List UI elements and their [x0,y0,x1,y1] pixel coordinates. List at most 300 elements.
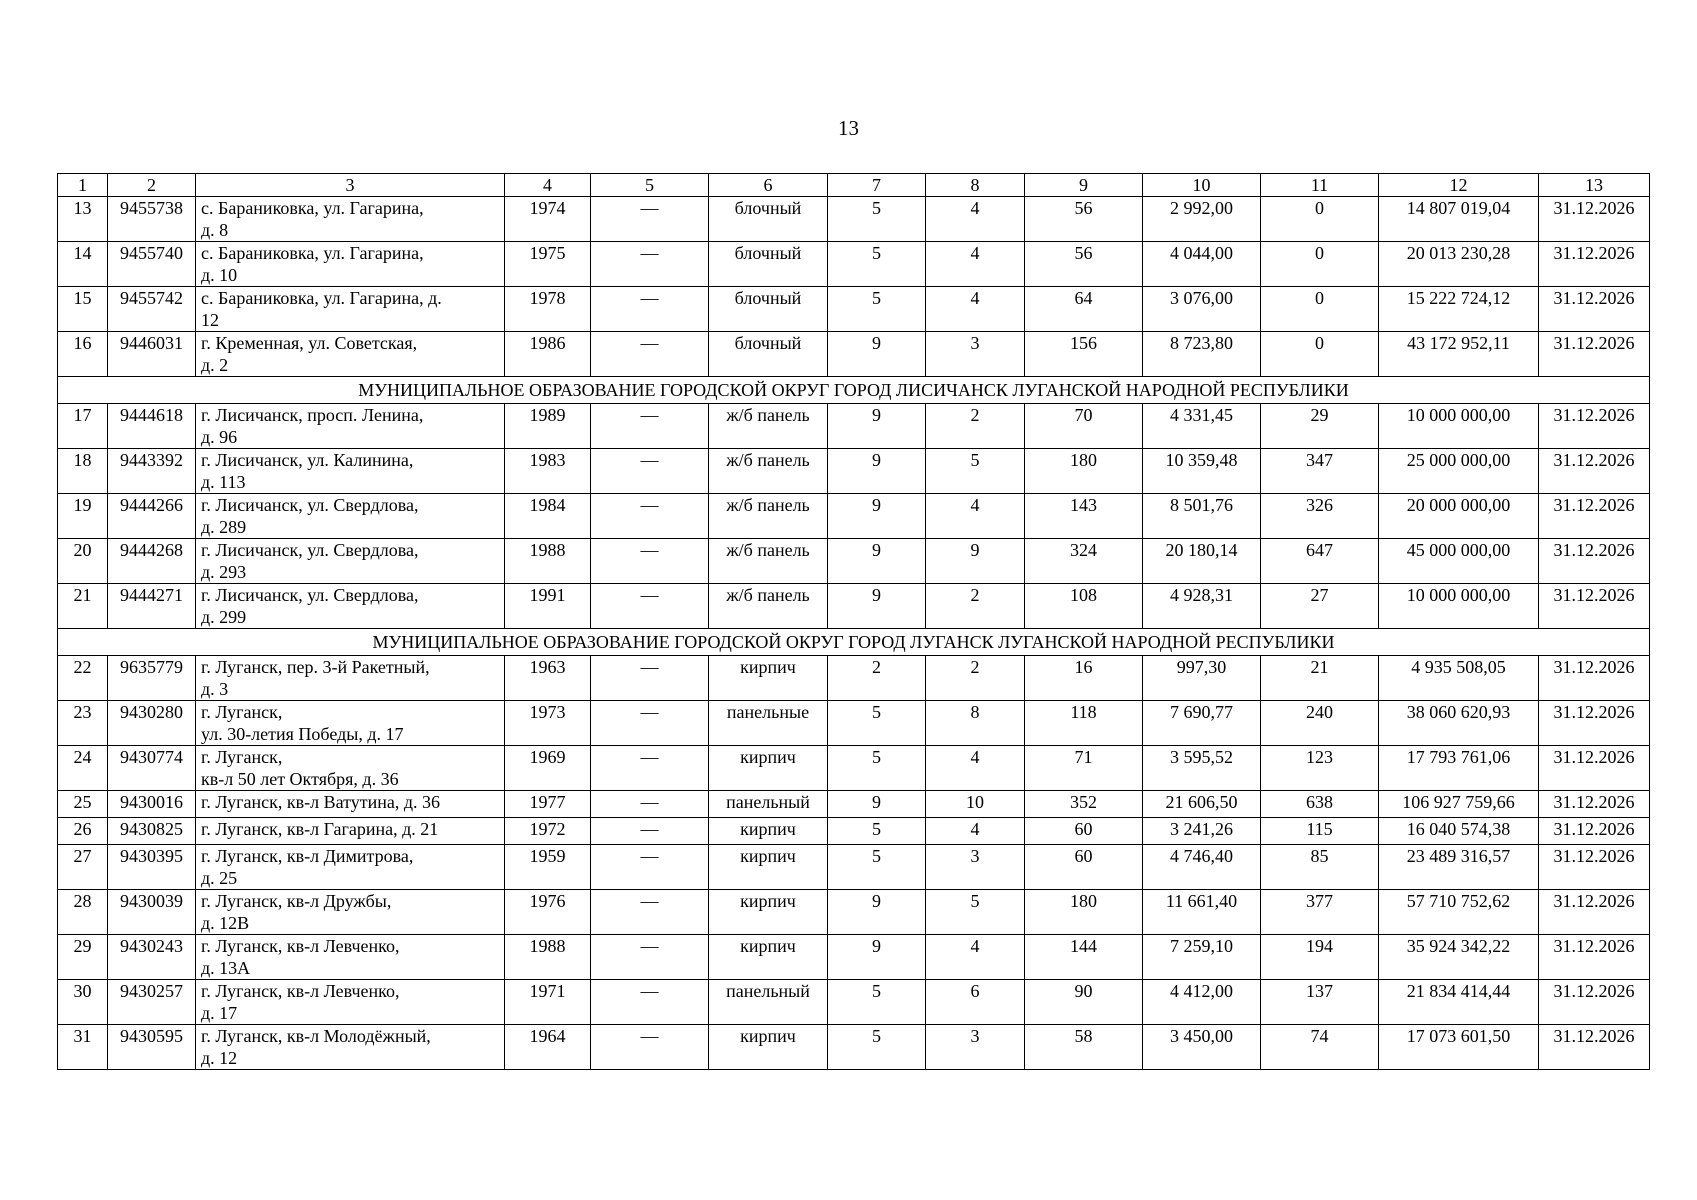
section-title: МУНИЦИПАЛЬНОЕ ОБРАЗОВАНИЕ ГОРОДСКОЙ ОКРУГ ГОРОД ЛУГАНСК ЛУГАНСКОЙ НАРОДНОЙ РЕСПУБЛИКИ [58,629,1650,656]
address-line-1: г. Луганск, пер. 3-й Ракетный, [201,657,430,677]
apartments-cell: 180 [1025,890,1143,935]
cost-cell: 15 222 724,12 [1379,287,1539,332]
area-cell: 3 076,00 [1143,287,1261,332]
table-row [58,935,1650,980]
year-cell: 1969 [505,746,591,791]
residents-cell: 137 [1261,980,1379,1025]
cost-cell: 17 073 601,50 [1379,1025,1539,1070]
material-cell: кирпич [709,1025,828,1070]
column5-cell: — [591,287,709,332]
cost-cell: 35 924 342,22 [1379,935,1539,980]
residents-cell: 27 [1261,584,1379,629]
column5-cell: — [591,980,709,1025]
address-line-1: г. Лисичанск, ул. Свердлова, [201,540,419,560]
area-cell: 4 331,45 [1143,404,1261,449]
material-cell: блочный [709,287,828,332]
address-line-1: г. Луганск, кв-л Молодёжный, [201,1026,431,1046]
column-header: 3 [196,174,505,197]
residents-cell: 647 [1261,539,1379,584]
entrances-cell: 6 [926,980,1025,1025]
material-cell: ж/б панель [709,494,828,539]
object-id-cell: 9430039 [108,890,196,935]
row-number-cell: 17 [58,404,108,449]
apartments-cell: 324 [1025,539,1143,584]
apartments-cell: 70 [1025,404,1143,449]
entrances-cell: 10 [926,791,1025,818]
address-line-2: д. 2 [201,355,229,375]
material-cell: блочный [709,197,828,242]
table-row [58,287,1650,332]
column-header: 6 [709,174,828,197]
object-id-cell: 9430825 [108,818,196,845]
floors-cell: 9 [828,332,926,377]
address-line-1: г. Луганск, кв-л Левченко, [201,936,400,956]
row-number-cell: 23 [58,701,108,746]
address-line-2: кв-л 50 лет Октября, д. 36 [201,769,399,789]
deadline-cell: 31.12.2026 [1539,791,1650,818]
column-header: 5 [591,174,709,197]
apartments-cell: 56 [1025,242,1143,287]
year-cell: 1984 [505,494,591,539]
column5-cell: — [591,746,709,791]
section-header-row [58,629,1650,656]
object-id-cell: 9430243 [108,935,196,980]
entrances-cell: 3 [926,1025,1025,1070]
column5-cell: — [591,791,709,818]
object-id-cell: 9430257 [108,980,196,1025]
apartments-cell: 90 [1025,980,1143,1025]
column5-cell: — [591,845,709,890]
year-cell: 1959 [505,845,591,890]
apartments-cell: 56 [1025,197,1143,242]
object-id-cell: 9444266 [108,494,196,539]
entrances-cell: 4 [926,494,1025,539]
table-row [58,539,1650,584]
address-cell [196,449,505,494]
address-cell [196,890,505,935]
year-cell: 1977 [505,791,591,818]
row-number-cell: 31 [58,1025,108,1070]
deadline-cell: 31.12.2026 [1539,746,1650,791]
area-cell: 3 450,00 [1143,1025,1261,1070]
area-cell: 3 595,52 [1143,746,1261,791]
floors-cell: 9 [828,791,926,818]
housing-register-table [57,173,1650,1070]
address-line-1: г. Луганск, [201,702,283,722]
residents-cell: 29 [1261,404,1379,449]
row-number-cell: 24 [58,746,108,791]
year-cell: 1974 [505,197,591,242]
entrances-cell: 4 [926,818,1025,845]
apartments-cell: 144 [1025,935,1143,980]
object-id-cell: 9444268 [108,539,196,584]
column5-cell: — [591,197,709,242]
floors-cell: 9 [828,539,926,584]
deadline-cell: 31.12.2026 [1539,818,1650,845]
floors-cell: 5 [828,1025,926,1070]
apartments-cell: 60 [1025,818,1143,845]
area-cell: 4 746,40 [1143,845,1261,890]
entrances-cell: 4 [926,197,1025,242]
address-line-1: г. Лисичанск, просп. Ленина, [201,405,424,425]
residents-cell: 0 [1261,332,1379,377]
row-number-cell: 26 [58,818,108,845]
year-cell: 1976 [505,890,591,935]
column-header: 4 [505,174,591,197]
table-row [58,818,1650,845]
material-cell: кирпич [709,818,828,845]
table-row [58,845,1650,890]
residents-cell: 74 [1261,1025,1379,1070]
material-cell: ж/б панель [709,404,828,449]
table-row [58,980,1650,1025]
residents-cell: 0 [1261,197,1379,242]
entrances-cell: 5 [926,449,1025,494]
apartments-cell: 143 [1025,494,1143,539]
column-header: 12 [1379,174,1539,197]
address-cell [196,332,505,377]
area-cell: 4 044,00 [1143,242,1261,287]
object-id-cell: 9430774 [108,746,196,791]
entrances-cell: 2 [926,404,1025,449]
material-cell: панельный [709,791,828,818]
object-id-cell: 9444618 [108,404,196,449]
column5-cell: — [591,890,709,935]
object-id-cell: 9455740 [108,242,196,287]
column5-cell: — [591,656,709,701]
apartments-cell: 108 [1025,584,1143,629]
object-id-cell: 9455742 [108,287,196,332]
table-row [58,584,1650,629]
material-cell: кирпич [709,746,828,791]
address-cell [196,935,505,980]
apartments-cell: 64 [1025,287,1143,332]
object-id-cell: 9430280 [108,701,196,746]
table-row [58,791,1650,818]
area-cell: 4 928,31 [1143,584,1261,629]
year-cell: 1975 [505,242,591,287]
table-row [58,1025,1650,1070]
table-row [58,332,1650,377]
address-cell [196,494,505,539]
area-cell: 8 723,80 [1143,332,1261,377]
object-id-cell: 9430595 [108,1025,196,1070]
page-number: 13 [838,116,859,140]
column-header: 1 [58,174,108,197]
floors-cell: 9 [828,890,926,935]
material-cell: ж/б панель [709,539,828,584]
column-header: 13 [1539,174,1650,197]
deadline-cell: 31.12.2026 [1539,539,1650,584]
residents-cell: 21 [1261,656,1379,701]
address-line-2: д. 289 [201,517,247,537]
deadline-cell: 31.12.2026 [1539,332,1650,377]
address-line-2: д. 299 [201,607,247,627]
column5-cell: — [591,539,709,584]
cost-cell: 25 000 000,00 [1379,449,1539,494]
address-cell [196,845,505,890]
cost-cell: 38 060 620,93 [1379,701,1539,746]
row-number-cell: 18 [58,449,108,494]
entrances-cell: 4 [926,287,1025,332]
cost-cell: 45 000 000,00 [1379,539,1539,584]
residents-cell: 115 [1261,818,1379,845]
row-number-cell: 21 [58,584,108,629]
floors-cell: 9 [828,935,926,980]
area-cell: 7 690,77 [1143,701,1261,746]
address-cell [196,242,505,287]
address-line-1: г. Лисичанск, ул. Свердлова, [201,585,419,605]
address-cell [196,539,505,584]
row-number-cell: 15 [58,287,108,332]
year-cell: 1978 [505,287,591,332]
deadline-cell: 31.12.2026 [1539,197,1650,242]
object-id-cell: 9446031 [108,332,196,377]
address-cell [196,1025,505,1070]
residents-cell: 85 [1261,845,1379,890]
section-header-row [58,377,1650,404]
cost-cell: 10 000 000,00 [1379,584,1539,629]
apartments-cell: 118 [1025,701,1143,746]
address-line-2: ул. 30-летия Победы, д. 17 [201,724,404,744]
deadline-cell: 31.12.2026 [1539,890,1650,935]
address-line-2: д. 3 [201,679,229,699]
object-id-cell: 9635779 [108,656,196,701]
address-line-2: д. 113 [201,472,246,492]
floors-cell: 5 [828,287,926,332]
column-header: 10 [1143,174,1261,197]
column5-cell: — [591,332,709,377]
column5-cell: — [591,242,709,287]
material-cell: панельный [709,980,828,1025]
column5-cell: — [591,935,709,980]
column5-cell: — [591,404,709,449]
cost-cell: 106 927 759,66 [1379,791,1539,818]
area-cell: 10 359,48 [1143,449,1261,494]
material-cell: ж/б панель [709,449,828,494]
deadline-cell: 31.12.2026 [1539,701,1650,746]
entrances-cell: 4 [926,242,1025,287]
material-cell: блочный [709,242,828,287]
column5-cell: — [591,818,709,845]
table-row [58,449,1650,494]
entrances-cell: 2 [926,656,1025,701]
floors-cell: 5 [828,242,926,287]
address-line-2: д. 25 [201,868,238,888]
material-cell: кирпич [709,890,828,935]
deadline-cell: 31.12.2026 [1539,935,1650,980]
entrances-cell: 4 [926,935,1025,980]
address-cell [196,701,505,746]
address-line-2: д. 96 [201,427,238,447]
cost-cell: 10 000 000,00 [1379,404,1539,449]
material-cell: кирпич [709,845,828,890]
deadline-cell: 31.12.2026 [1539,656,1650,701]
cost-cell: 57 710 752,62 [1379,890,1539,935]
column5-cell: — [591,1025,709,1070]
column-header: 11 [1261,174,1379,197]
table-row [58,701,1650,746]
object-id-cell: 9455738 [108,197,196,242]
column-header: 2 [108,174,196,197]
area-cell: 11 661,40 [1143,890,1261,935]
year-cell: 1988 [505,539,591,584]
address-line-1: г. Лисичанск, ул. Свердлова, [201,495,419,515]
object-id-cell: 9430016 [108,791,196,818]
section-title: МУНИЦИПАЛЬНОЕ ОБРАЗОВАНИЕ ГОРОДСКОЙ ОКРУГ ГОРОД ЛИСИЧАНСК ЛУГАНСКОЙ НАРОДНОЙ РЕСПУБЛИКИ [58,377,1650,404]
entrances-cell: 8 [926,701,1025,746]
year-cell: 1963 [505,656,591,701]
material-cell: кирпич [709,656,828,701]
cost-cell: 43 172 952,11 [1379,332,1539,377]
address-line-1: с. Бараниковка, ул. Гагарина, д. [201,288,442,308]
address-line-1: г. Луганск, кв-л Гагарина, д. 21 [201,819,439,839]
year-cell: 1991 [505,584,591,629]
residents-cell: 194 [1261,935,1379,980]
address-line-2: д. 10 [201,265,238,285]
deadline-cell: 31.12.2026 [1539,449,1650,494]
row-number-cell: 25 [58,791,108,818]
entrances-cell: 3 [926,332,1025,377]
address-cell [196,746,505,791]
row-number-cell: 27 [58,845,108,890]
floors-cell: 5 [828,980,926,1025]
row-number-cell: 16 [58,332,108,377]
floors-cell: 5 [828,845,926,890]
cost-cell: 4 935 508,05 [1379,656,1539,701]
floors-cell: 5 [828,746,926,791]
table-row [58,890,1650,935]
deadline-cell: 31.12.2026 [1539,494,1650,539]
address-cell [196,197,505,242]
floors-cell: 5 [828,197,926,242]
row-number-cell: 20 [58,539,108,584]
area-cell: 7 259,10 [1143,935,1261,980]
table-row [58,197,1650,242]
address-line-1: г. Луганск, [201,747,283,767]
deadline-cell: 31.12.2026 [1539,242,1650,287]
address-cell [196,584,505,629]
entrances-cell: 9 [926,539,1025,584]
address-cell [196,818,505,845]
year-cell: 1964 [505,1025,591,1070]
address-line-2: д. 17 [201,1003,238,1023]
column5-cell: — [591,584,709,629]
address-cell [196,656,505,701]
apartments-cell: 60 [1025,845,1143,890]
apartments-cell: 352 [1025,791,1143,818]
address-line-1: г. Луганск, кв-л Дружбы, [201,891,392,911]
column5-cell: — [591,494,709,539]
residents-cell: 0 [1261,287,1379,332]
area-cell: 8 501,76 [1143,494,1261,539]
table-row [58,242,1650,287]
address-cell [196,287,505,332]
address-line-1: г. Кременная, ул. Советская, [201,333,418,353]
area-cell: 4 412,00 [1143,980,1261,1025]
address-line-1: г. Луганск, кв-л Димитрова, [201,846,414,866]
row-number-cell: 22 [58,656,108,701]
material-cell: блочный [709,332,828,377]
row-number-cell: 13 [58,197,108,242]
row-number-cell: 19 [58,494,108,539]
address-line-1: г. Луганск, кв-л Ватутина, д. 36 [201,792,441,812]
deadline-cell: 31.12.2026 [1539,980,1650,1025]
apartments-cell: 180 [1025,449,1143,494]
deadline-cell: 31.12.2026 [1539,845,1650,890]
area-cell: 21 606,50 [1143,791,1261,818]
year-cell: 1989 [505,404,591,449]
residents-cell: 240 [1261,701,1379,746]
column5-cell: — [591,701,709,746]
object-id-cell: 9430395 [108,845,196,890]
residents-cell: 377 [1261,890,1379,935]
table-row [58,656,1650,701]
cost-cell: 23 489 316,57 [1379,845,1539,890]
floors-cell: 2 [828,656,926,701]
entrances-cell: 2 [926,584,1025,629]
year-cell: 1972 [505,818,591,845]
area-cell: 3 241,26 [1143,818,1261,845]
residents-cell: 347 [1261,449,1379,494]
address-line-1: г. Лисичанск, ул. Калинина, [201,450,414,470]
floors-cell: 5 [828,818,926,845]
floors-cell: 9 [828,584,926,629]
cost-cell: 17 793 761,06 [1379,746,1539,791]
floors-cell: 5 [828,701,926,746]
floors-cell: 9 [828,494,926,539]
material-cell: панельные [709,701,828,746]
floors-cell: 9 [828,449,926,494]
column-header: 9 [1025,174,1143,197]
material-cell: ж/б панель [709,584,828,629]
deadline-cell: 31.12.2026 [1539,1025,1650,1070]
year-cell: 1983 [505,449,591,494]
address-line-2: 12 [201,310,219,330]
year-cell: 1988 [505,935,591,980]
address-cell [196,791,505,818]
floors-cell: 9 [828,404,926,449]
table-row [58,404,1650,449]
year-cell: 1986 [505,332,591,377]
address-line-1: г. Луганск, кв-л Левченко, [201,981,400,1001]
address-line-2: д. 8 [201,220,229,240]
column-header: 8 [926,174,1025,197]
residents-cell: 638 [1261,791,1379,818]
column-header: 7 [828,174,926,197]
table-row [58,494,1650,539]
area-cell: 20 180,14 [1143,539,1261,584]
year-cell: 1973 [505,701,591,746]
deadline-cell: 31.12.2026 [1539,404,1650,449]
year-cell: 1971 [505,980,591,1025]
cost-cell: 20 000 000,00 [1379,494,1539,539]
cost-cell: 20 013 230,28 [1379,242,1539,287]
apartments-cell: 16 [1025,656,1143,701]
address-line-1: с. Бараниковка, ул. Гагарина, [201,198,424,218]
row-number-cell: 30 [58,980,108,1025]
cost-cell: 14 807 019,04 [1379,197,1539,242]
column-number-row [58,174,1650,197]
address-line-2: д. 12 [201,1048,238,1068]
address-line-2: д. 13А [201,958,251,978]
residents-cell: 326 [1261,494,1379,539]
address-line-2: д. 293 [201,562,247,582]
object-id-cell: 9444271 [108,584,196,629]
residents-cell: 0 [1261,242,1379,287]
entrances-cell: 5 [926,890,1025,935]
row-number-cell: 29 [58,935,108,980]
